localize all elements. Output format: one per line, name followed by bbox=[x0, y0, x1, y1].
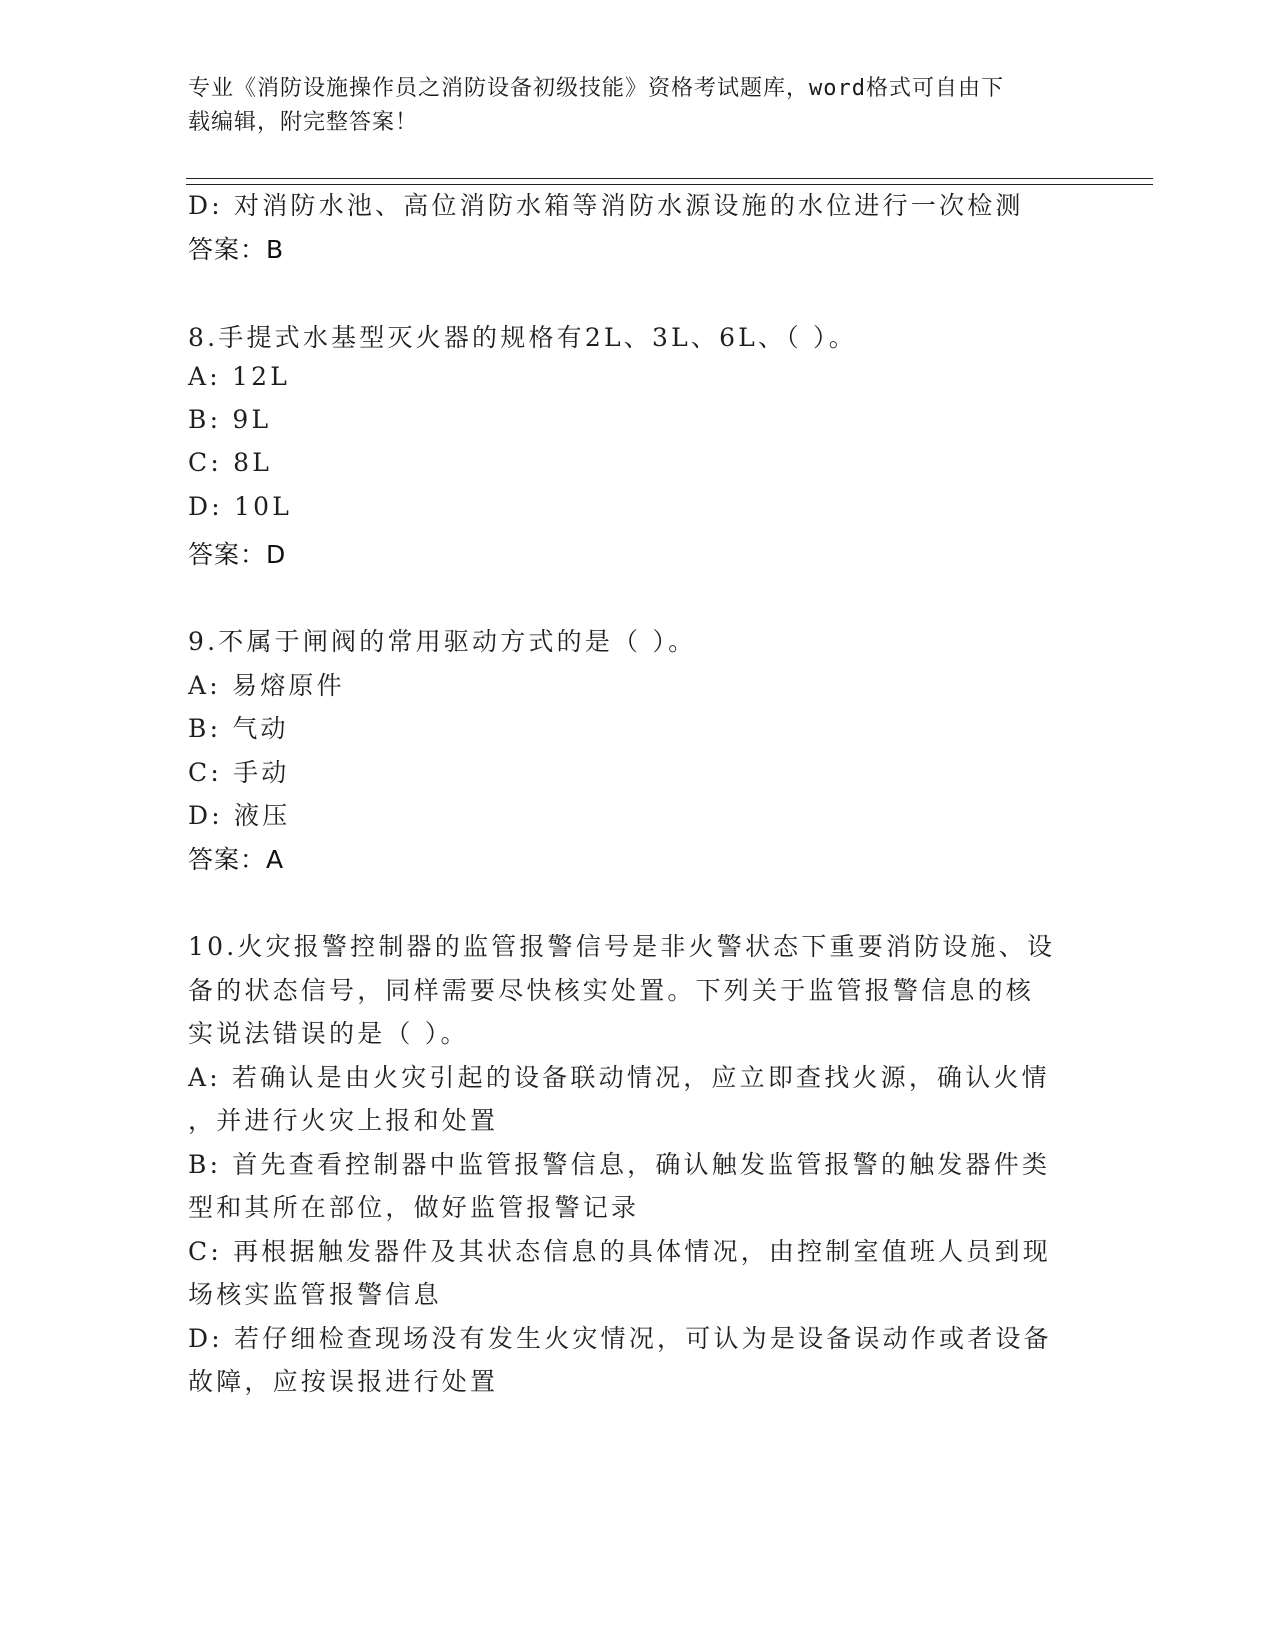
q9-answer: 答案：A bbox=[188, 845, 285, 874]
q10-stem-line-3: 实说法错误的是（ ）。 bbox=[188, 1019, 469, 1048]
q9-stem: 9.不属于闸阀的常用驱动方式的是（ ）。 bbox=[188, 627, 697, 656]
q9-option-c: C: 手动 bbox=[188, 758, 290, 787]
q8-option-d: D: 10L bbox=[188, 492, 293, 521]
prev-answer: 答案：B bbox=[188, 235, 285, 264]
header-divider bbox=[186, 178, 1153, 185]
q8-option-a: A: 12L bbox=[188, 362, 291, 391]
q10-option-c-line-2: 场核实监管报警信息 bbox=[188, 1280, 442, 1309]
header-line-1: 专业《消防设施操作员之消防设备初级技能》资格考试题库，word格式可自由下 bbox=[188, 76, 1004, 101]
q10-stem-line-1: 10.火灾报警控制器的监管报警信号是非火警状态下重要消防设施、设 bbox=[188, 932, 1056, 961]
q10-option-d-line-2: 故障，应按误报进行处置 bbox=[188, 1367, 499, 1396]
q9-option-a: A: 易熔原件 bbox=[188, 671, 345, 700]
q9-option-b: B: 气动 bbox=[188, 714, 289, 743]
q8-answer: 答案：D bbox=[188, 540, 287, 569]
q10-option-a-line-1: A: 若确认是由火灾引起的设备联动情况，应立即查找火源，确认火情 bbox=[188, 1063, 1050, 1092]
q10-option-d-line-1: D: 若仔细检查现场没有发生火灾情况，可认为是设备误动作或者设备 bbox=[188, 1324, 1052, 1353]
q10-option-c-line-1: C: 再根据触发器件及其状态信息的具体情况，由控制室值班人员到现 bbox=[188, 1237, 1051, 1266]
q8-option-b: B: 9L bbox=[188, 405, 272, 434]
document-header bbox=[188, 72, 1088, 140]
q10-option-a-line-2: ，并进行火灾上报和处置 bbox=[188, 1106, 499, 1135]
q10-option-b-line-2: 型和其所在部位，做好监管报警记录 bbox=[188, 1193, 640, 1222]
header-line-2: 载编辑，附完整答案！ bbox=[188, 110, 419, 135]
q8-option-c: C: 8L bbox=[188, 448, 273, 477]
q10-option-b-line-1: B: 首先查看控制器中监管报警信息，确认触发监管报警的触发器件类 bbox=[188, 1150, 1051, 1179]
prev-option-d: D: 对消防水池、高位消防水箱等消防水源设施的水位进行一次检测 bbox=[188, 191, 1024, 220]
q8-stem: 8.手提式水基型灭火器的规格有2L、3L、6L、（ ）。 bbox=[188, 323, 857, 352]
q9-option-d: D: 液压 bbox=[188, 801, 291, 830]
q10-stem-line-2: 备的状态信号，同样需要尽快核实处置。下列关于监管报警信息的核 bbox=[188, 976, 1035, 1005]
